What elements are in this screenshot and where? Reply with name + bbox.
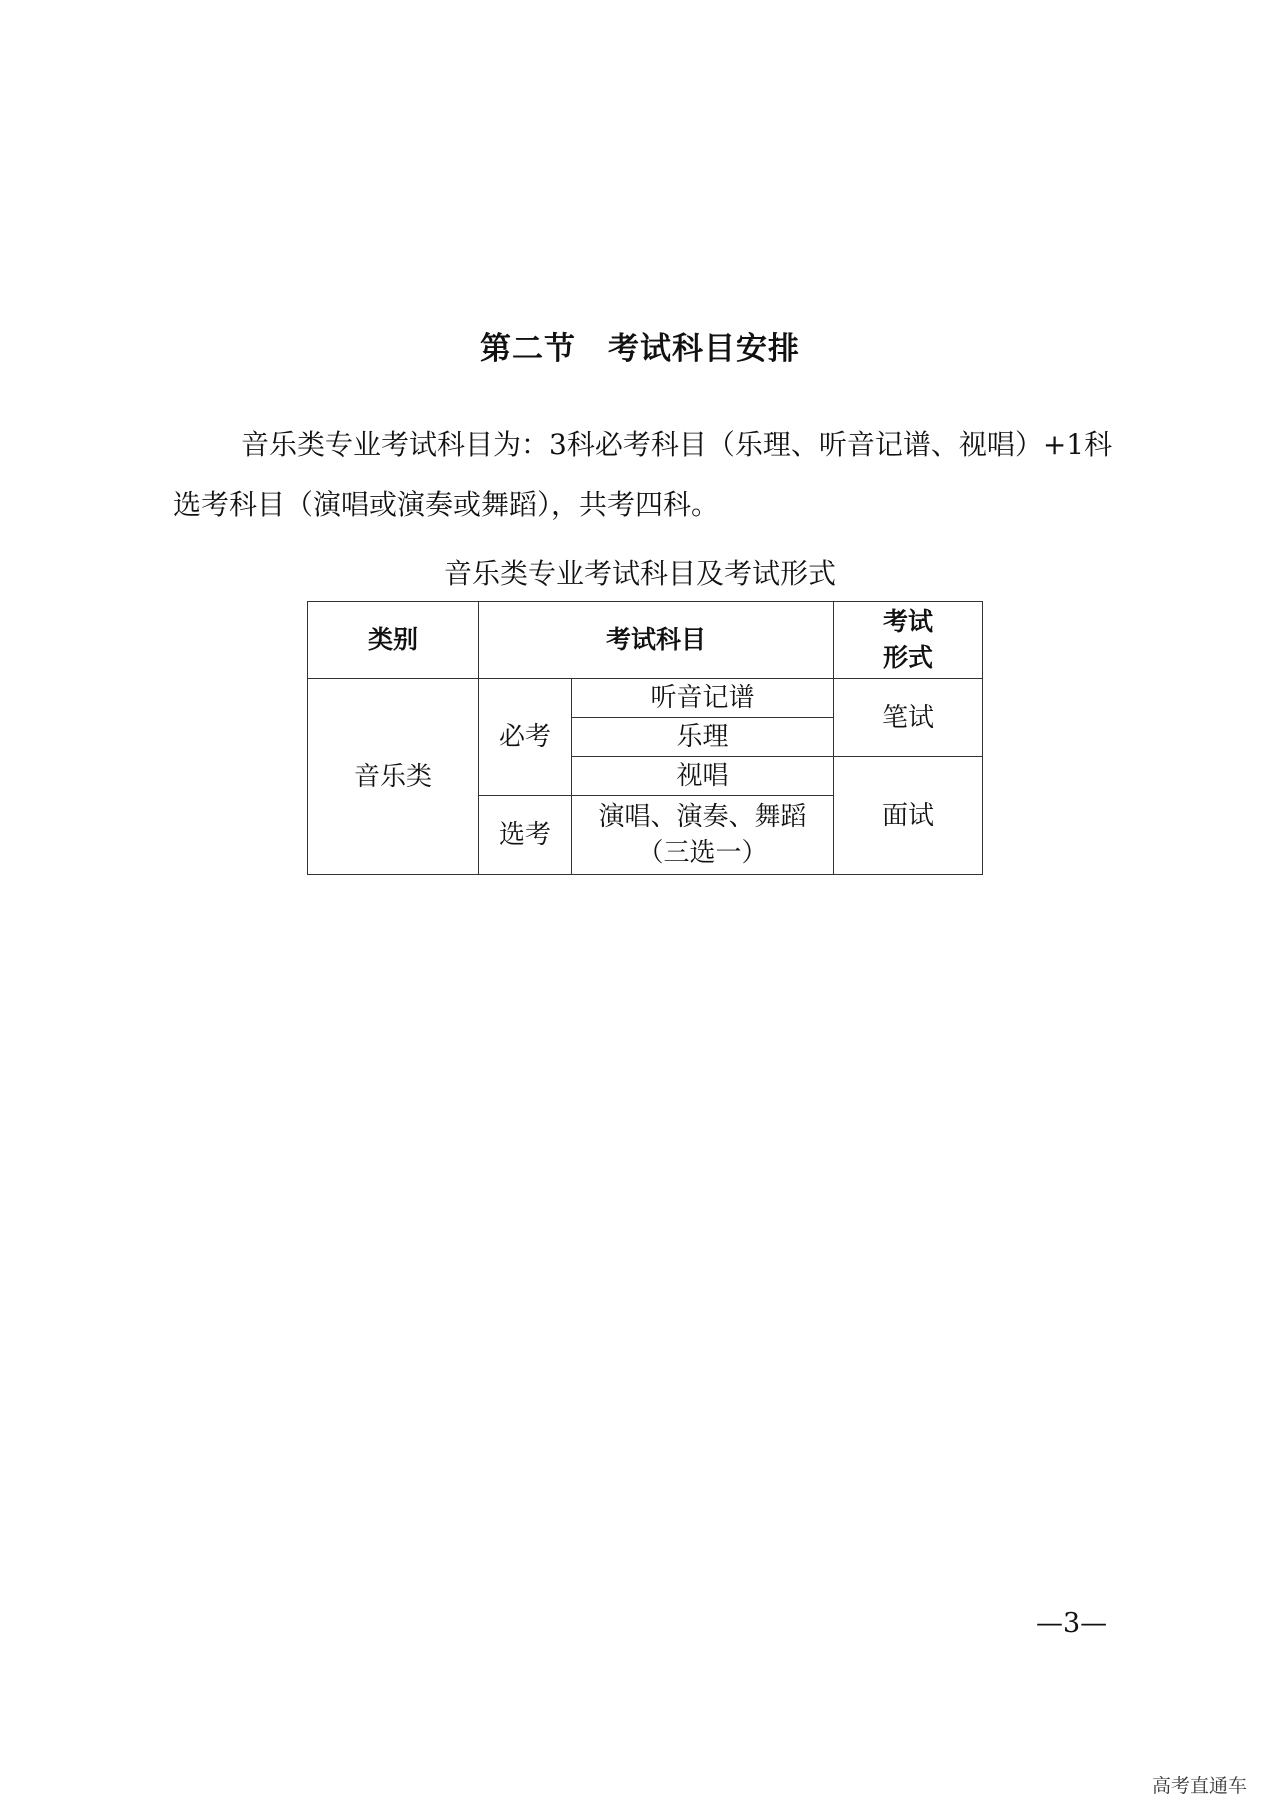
- table-header-row: [308, 602, 983, 679]
- subject-cell-sight-singing: 视唱: [572, 757, 834, 796]
- elective-subject-line2: （三选一）: [637, 838, 768, 868]
- body-paragraph: 音乐类专业考试科目为：3科必考科目（乐理、听音记谱、视唱）+1科选考科目（演唱或演奏或舞蹈），共考四科。: [173, 428, 1113, 521]
- table-row: [308, 679, 983, 718]
- header-format: [834, 602, 983, 679]
- format-cell-interview: 面试: [834, 757, 983, 875]
- header-subjects: 考试科目: [479, 602, 834, 679]
- required-label-cell: 必考: [479, 679, 572, 796]
- subject-cell-elective: [572, 796, 834, 875]
- header-format-line1: 考试: [883, 607, 934, 636]
- elective-subject-line1: 演唱、演奏、舞蹈: [598, 802, 807, 832]
- header-category: 类别: [308, 602, 479, 679]
- format-cell-written: 笔试: [834, 679, 983, 757]
- subject-cell-theory: 乐理: [572, 718, 834, 757]
- category-cell: 音乐类: [308, 679, 479, 875]
- elective-label-cell: 选考: [479, 796, 572, 875]
- watermark: 高考直通车: [1152, 1775, 1248, 1797]
- header-format-line2: 形式: [883, 643, 934, 672]
- exam-subjects-table: [307, 601, 983, 875]
- table-caption: 音乐类专业考试科目及考试形式: [443, 557, 836, 590]
- page-number: —3—: [1036, 1608, 1108, 1639]
- section-title: 第二节 考试科目安排: [480, 331, 800, 367]
- subject-cell-dictation: 听音记谱: [572, 679, 834, 718]
